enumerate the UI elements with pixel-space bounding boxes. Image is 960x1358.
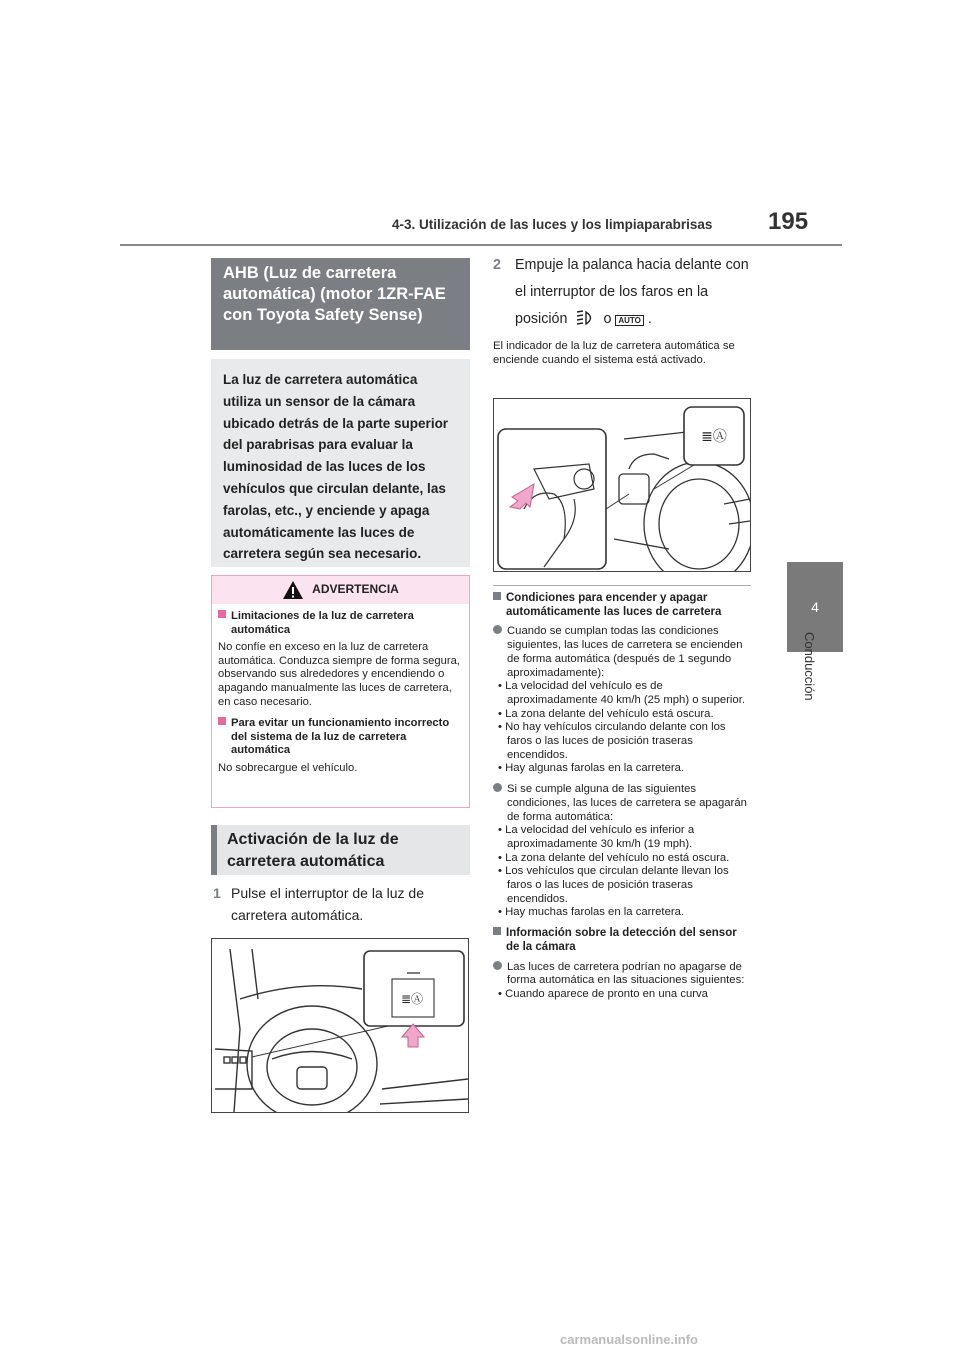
conditions-block [493,592,751,1002]
warning-title: ADVERTENCIA [312,582,399,597]
figure-lever [493,398,751,572]
chapter-label: Conducción [802,632,817,701]
off-conditions-text: Si se cumple alguna de las siguientes condiciones, las luces de carretera se apagarán de forma automática: [493,783,751,824]
section-title-activation: Activación de la luz de carretera automática [211,825,470,875]
camera-item: • Cuando aparece de pronto en una curva [498,987,708,1000]
header-rule [120,244,842,246]
indicator-note: El indicador de la luz de carretera automática se enciende cuando el sistema está activado. [493,340,735,366]
on-conditions-text: Cuando se cumplan todas las condiciones siguientes, las luces de carretera se encienden de forma automática (después de 1 segundo aproximadamente): [493,625,751,680]
footer-watermark[interactable]: carmanualsonline.info [560,1332,698,1347]
off-item: • Los vehículos que circulan delante llevan los faros o las luces de posición traseras encendidos. [498,865,729,905]
warning-box [211,575,470,808]
on-item: • La velocidad del vehículo es de aproximadamente 40 km/h (25 mph) o superior. [498,680,745,706]
intro-text: La luz de carretera automática utiliza un sensor de la cámara ubicado detrás de la parte superior del parabrisas para evaluar la luminosidad de las luces de los vehículos que circulan delante, las farolas, etc., y enciende y apaga automáticamente las luces de carretera según sea necesario. [211,359,470,567]
warning-item-title: Para evitar un funcionamiento incorrecto del sistema de la luz de carretera automática [218,717,463,758]
chapter-tab[interactable]: 4 [787,562,843,652]
off-item: • La zona delante del vehículo no está oscura. [498,851,730,864]
on-item: • La zona delante del vehículo está oscura. [498,707,714,720]
warning-item-text: No confíe en exceso en la luz de carretera automática. Conduzca siempre de forma segura, observando sus alrededores y encendiendo o apagando manualmente las luces de carretera, en caso necesario. [218,641,460,708]
dashboard-illustration [212,939,468,1112]
section-rule [493,585,751,586]
camera-title: Información sobre la detección del sensor de la cámara [493,927,751,954]
svg-text:≣Ⓐ: ≣Ⓐ [400,992,424,1006]
figure-dashboard-switch [211,938,469,1113]
page-number: 195 [768,208,809,235]
warning-item-title: Limitaciones de la luz de carretera automática [218,610,463,637]
warning-triangle-icon [282,580,304,600]
conditions-title: Condiciones para encender y apagar automáticamente las luces de carretera [493,592,751,619]
svg-text:≣Ⓐ: ≣Ⓐ [701,429,727,445]
step-1: 1 Pulse el interruptor de la luz de carretera automática. [213,885,424,923]
off-item: • La velocidad del vehículo es inferior a aproximadamente 30 km/h (19 mph). [498,824,695,850]
on-item: • No hay vehículos circulando delante con los faros o las luces de posición traseras encendidos. [498,721,726,761]
headlight-beam-icon [573,310,597,326]
camera-text: Las luces de carretera podrían no apagarse de forma automática en las situaciones siguientes: [493,961,751,988]
auto-icon: AUTO [615,315,644,326]
warning-item-text: No sobrecargue el vehículo. [218,761,358,774]
section-title-ahb: AHB (Luz de carretera automática) (motor 1ZR-FAE con Toyota Safety Sense) [211,258,470,350]
on-item: • Hay algunas farolas en la carretera. [498,762,685,775]
step-2: 2 Empuje la palanca hacia delante con el interruptor de los faros en la posición o AUTO . [493,257,749,327]
running-header: 4-3. Utilización de las luces y los limpiaparabrisas [392,217,713,232]
lever-illustration [494,399,750,571]
off-item: • Hay muchas farolas en la carretera. [498,906,685,919]
warning-header [212,576,469,604]
